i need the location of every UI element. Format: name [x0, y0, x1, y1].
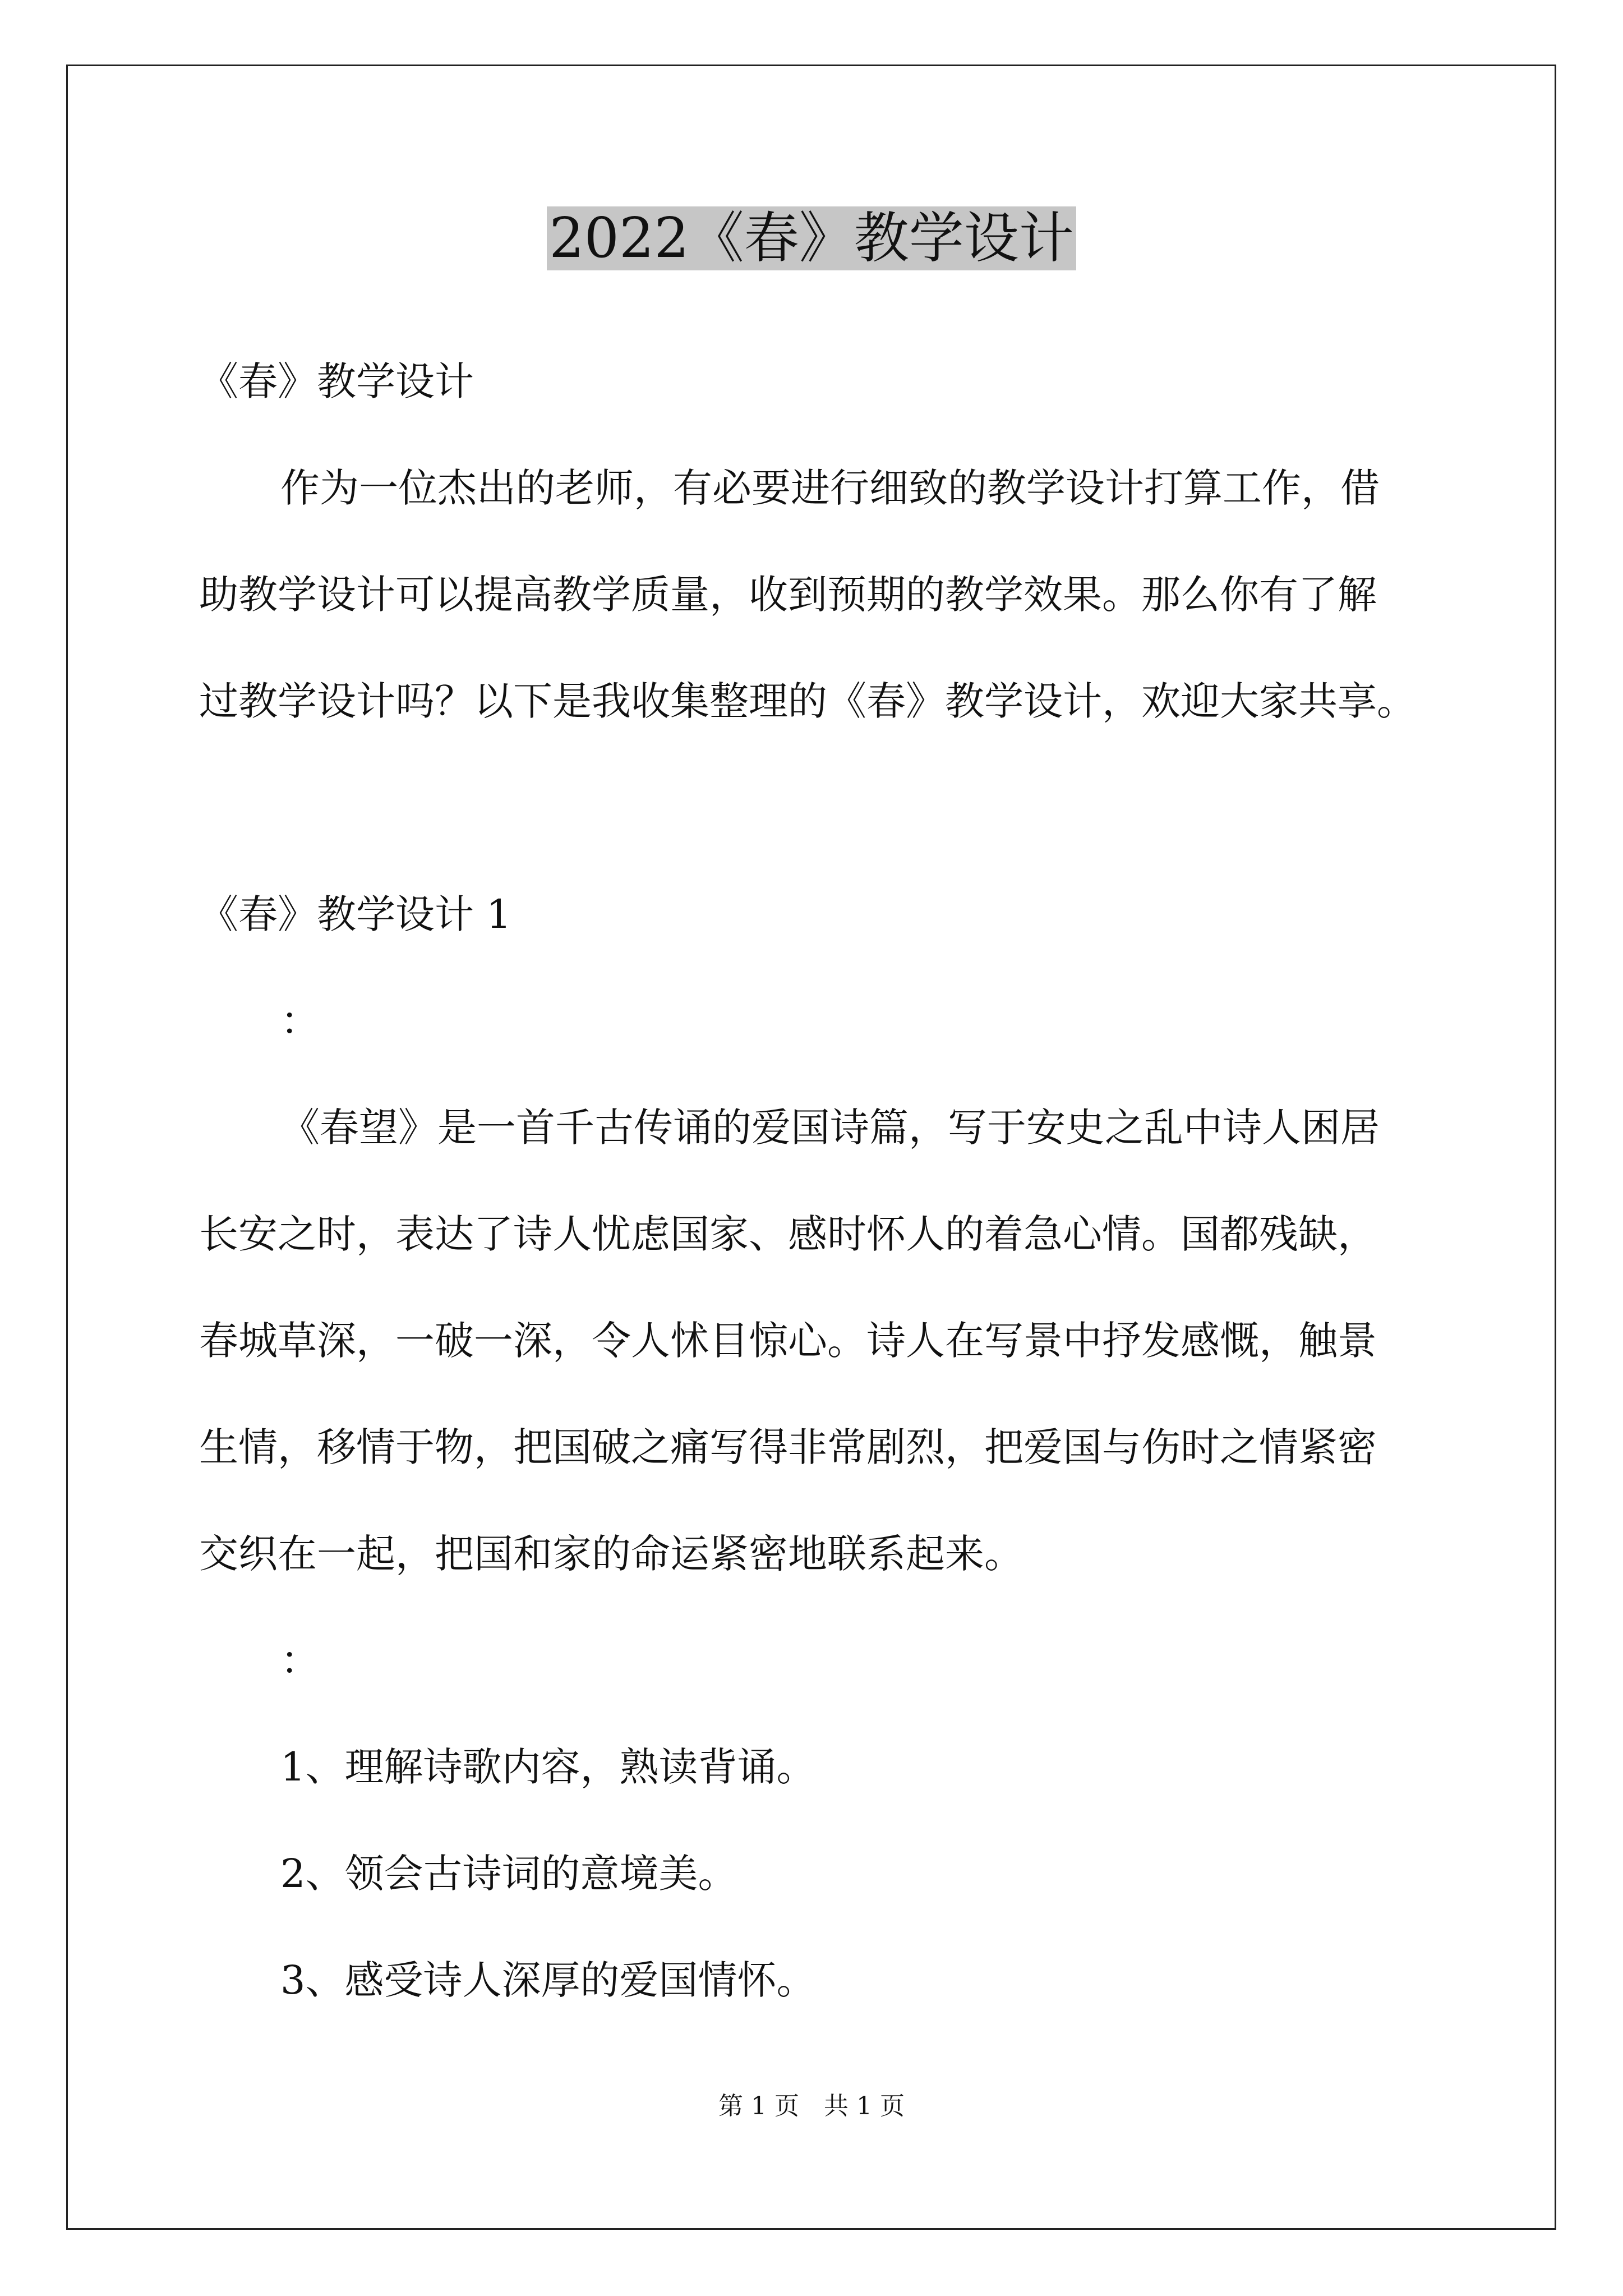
colon-label-1: ： — [280, 998, 320, 1044]
subtitle: 《春》教学设计 — [199, 358, 474, 404]
colon-label-2: ： — [280, 1637, 320, 1683]
page-number: 第 1 页 共 1 页 — [718, 2092, 905, 2120]
document-title-text: 2022《春》教学设计 — [547, 206, 1076, 270]
body-line-1: 《春望》是一首千古传诵的爱国诗篇，写于安史之乱中诗人困居 — [280, 1105, 1380, 1151]
page-footer — [0, 2090, 1623, 2123]
document-title — [0, 199, 1623, 278]
intro-line-2: 助教学设计可以提高教学质量，收到预期的教学效果。那么你有了解 — [199, 572, 1377, 618]
intro-line-1: 作为一位杰出的老师，有必要进行细致的教学设计打算工作，借 — [280, 465, 1380, 511]
body-line-3: 春城草深，一破一深，令人怵目惊心。诗人在写景中抒发感慨，触景 — [199, 1318, 1377, 1364]
goal-item-3: 3、感受诗人深厚的爱国情怀。 — [280, 1957, 816, 2003]
section-heading: 《春》教学设计 1 — [199, 891, 511, 937]
intro-line-3: 过教学设计吗？以下是我收集整理的《春》教学设计，欢迎大家共享。 — [199, 678, 1416, 724]
goal-item-2: 2、领会古诗词的意境美。 — [280, 1851, 737, 1897]
goal-item-1: 1、理解诗歌内容，熟读背诵。 — [280, 1744, 816, 1790]
body-line-4: 生情，移情于物，把国破之痛写得非常剧烈，把爱国与伤时之情紧密 — [199, 1424, 1377, 1470]
body-line-2: 长安之时，表达了诗人忧虑国家、感时怀人的着急心情。国都残缺， — [199, 1211, 1377, 1257]
body-line-5: 交织在一起，把国和家的命运紧密地联系起来。 — [199, 1531, 1023, 1577]
